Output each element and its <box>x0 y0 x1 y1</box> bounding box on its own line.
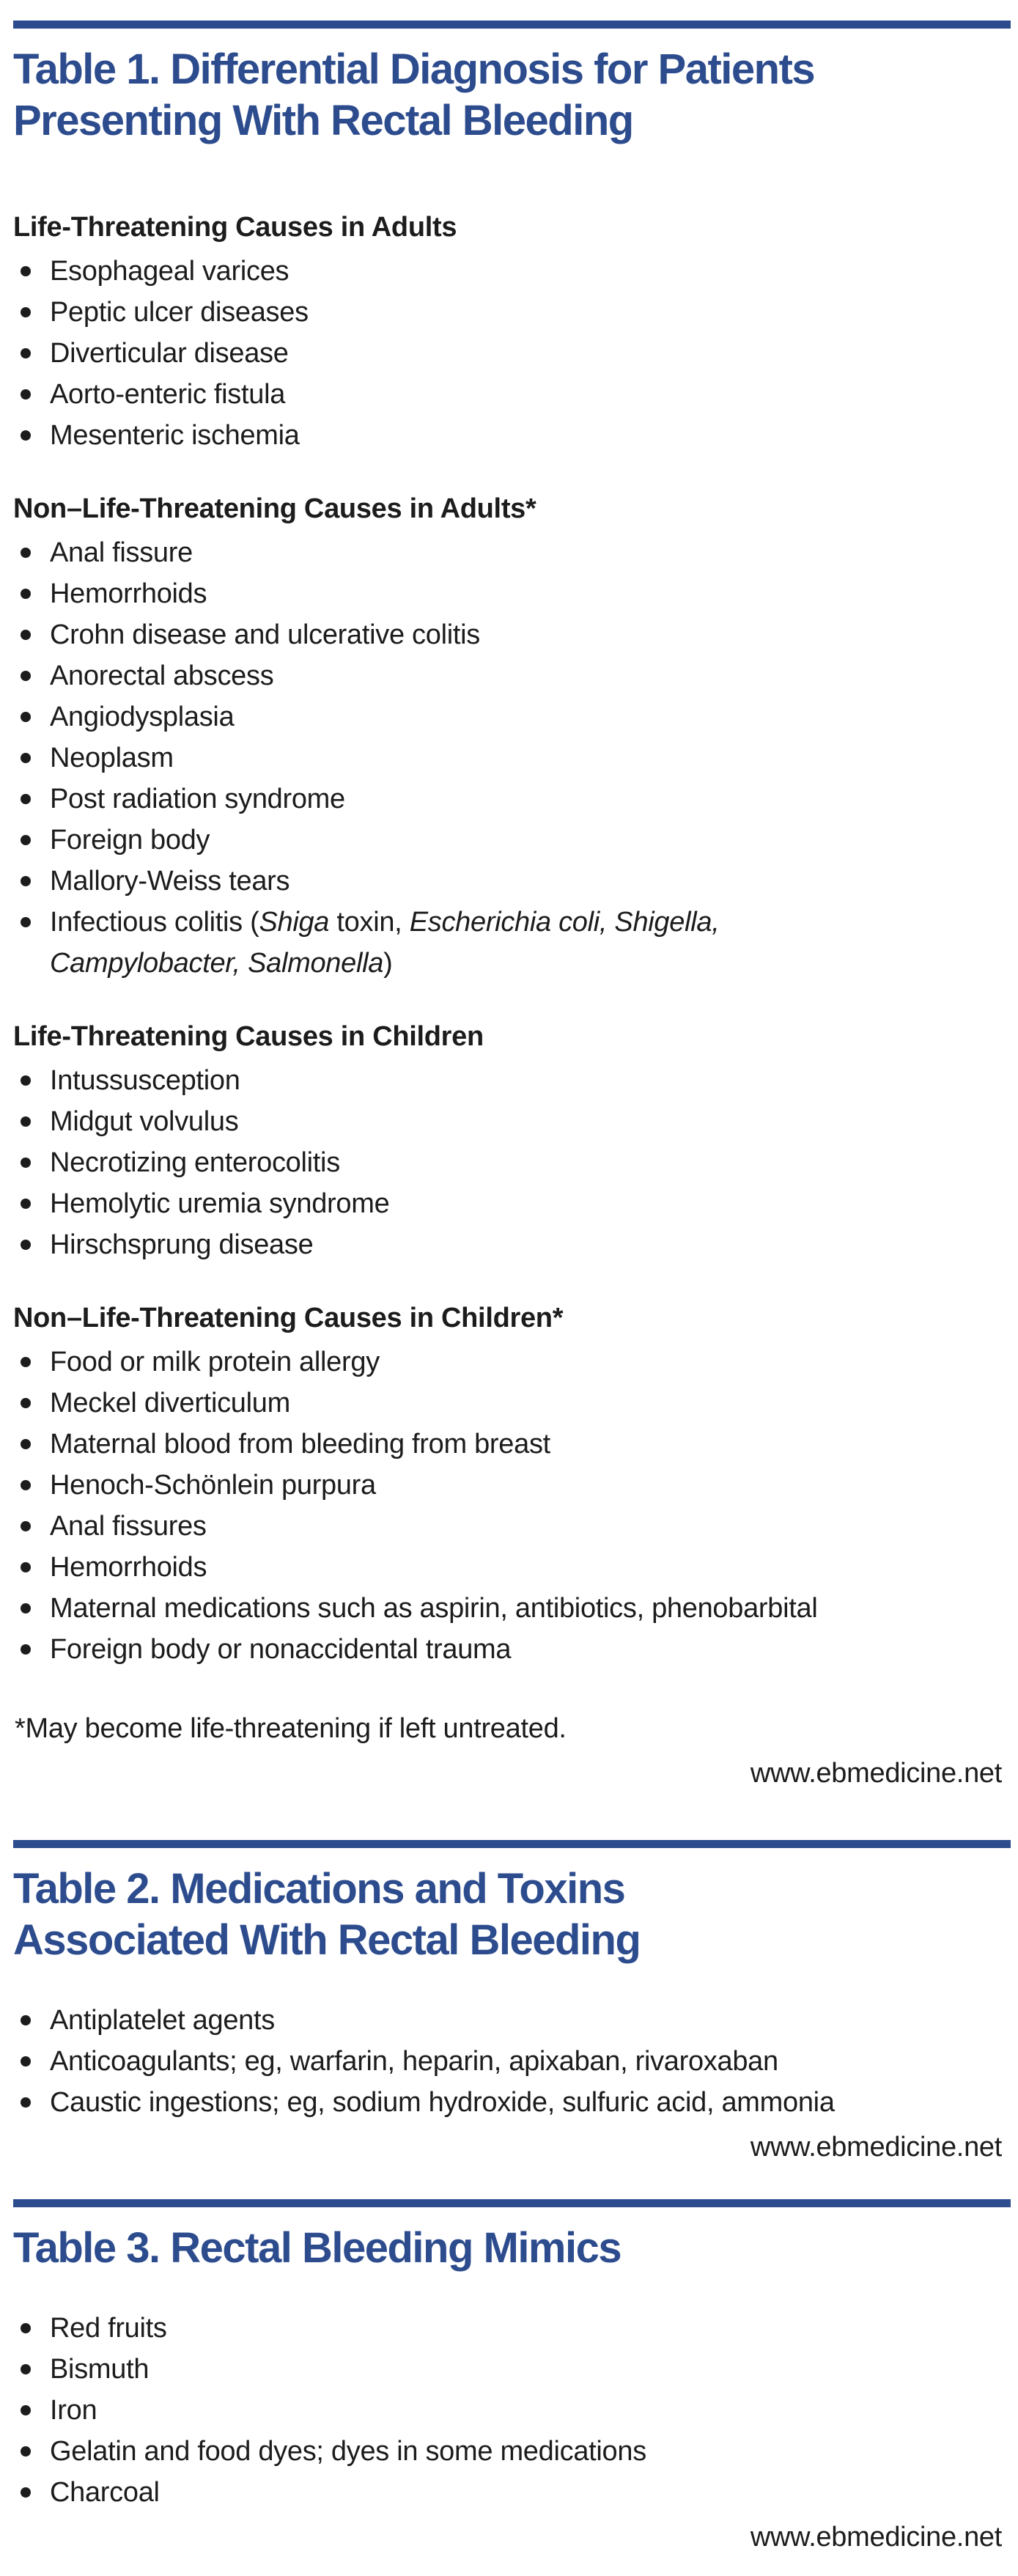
bullet-list <box>13 1342 1003 1670</box>
list-item <box>13 820 1003 861</box>
list-item <box>13 737 1003 779</box>
text-run: Bismuth <box>50 2354 150 2385</box>
divider-bar <box>13 1840 1011 1848</box>
section-header: Non–Life-Threatening Causes in Adults* <box>13 493 536 524</box>
site-url: www.ebmedicine.net <box>750 2522 1002 2553</box>
text-run: Gelatin and food dyes; dyes in some medications <box>50 2436 646 2467</box>
table-2 <box>0 1840 1018 2165</box>
italic-text: Escherichia coli, Shigella, <box>409 907 720 938</box>
list-item <box>13 2041 1003 2082</box>
list-item <box>13 2308 1003 2349</box>
list-item <box>13 2472 1003 2513</box>
text-run: Anorectal abscess <box>50 660 274 691</box>
page <box>0 21 1018 2555</box>
text-run: Maternal medications such as aspirin, antibiotics, phenobarbital <box>50 1593 818 1624</box>
divider-bar <box>13 2199 1011 2207</box>
text-run: Foreign body <box>50 825 210 855</box>
list-item <box>13 1506 1003 1547</box>
list-item <box>13 251 1003 292</box>
list-item <box>13 1588 1003 1629</box>
text-run: Mesenteric ischemia <box>50 420 300 451</box>
table-content <box>13 207 1003 1670</box>
list-item <box>13 861 1003 902</box>
text-run: Esophageal varices <box>50 256 289 287</box>
text-run: Hemorrhoids <box>50 578 207 609</box>
italic-text: Shiga <box>259 907 330 938</box>
text-run: Hemorrhoids <box>50 1552 207 1583</box>
bullet-list <box>13 532 1003 984</box>
text-run: Red fruits <box>50 2313 167 2344</box>
table-content <box>13 2308 1003 2513</box>
bullet-list <box>13 251 1003 456</box>
list-item <box>13 2000 1003 2041</box>
text-run: Necrotizing enterocolitis <box>50 1147 340 1178</box>
list-item <box>13 415 1003 456</box>
text-run: Diverticular disease <box>50 338 289 369</box>
text-run: Caustic ingestions; eg, sodium hydroxide, sulfuric acid, ammonia <box>50 2087 835 2118</box>
text-run: Food or milk protein allergy <box>50 1347 380 1377</box>
text-run: Infectious colitis ( <box>50 907 259 938</box>
bullet-list <box>13 2000 1003 2123</box>
text-run: Anticoagulants; eg, warfarin, heparin, apixaban, rivaroxaban <box>50 2046 778 2077</box>
list-item <box>13 1224 1003 1265</box>
list-item <box>13 2349 1003 2390</box>
list-item <box>13 1383 1003 1424</box>
text-run: Neoplasm <box>50 743 174 773</box>
text-run: Intussusception <box>50 1065 240 1096</box>
list-item <box>13 1101 1003 1142</box>
text-run: Meckel diverticulum <box>50 1388 290 1418</box>
text-run: Angiodysplasia <box>50 702 235 732</box>
bullet-list <box>13 1060 1003 1265</box>
footnote: *May become life-threatening if left untreated. <box>15 1713 567 1744</box>
list-item <box>13 1547 1003 1588</box>
list-item <box>13 614 1003 655</box>
table-1 <box>0 21 1018 1792</box>
text-run: Maternal blood from bleeding from breast <box>50 1429 550 1460</box>
list-item <box>13 1629 1003 1670</box>
text-run: Hirschsprung disease <box>50 1229 314 1260</box>
divider-bar <box>13 21 1011 29</box>
list-item <box>13 292 1003 333</box>
bullet-list <box>13 2308 1003 2513</box>
table-title: Table 3. Rectal Bleeding Mimics <box>13 2224 622 2272</box>
list-item <box>13 1060 1003 1101</box>
text-run: Charcoal <box>50 2477 160 2508</box>
text-run: Foreign body or nonaccidental trauma <box>50 1634 512 1665</box>
list-item <box>13 532 1003 573</box>
text-run: Hemolytic uremia syndrome <box>50 1188 390 1219</box>
list-item <box>13 1342 1003 1383</box>
list-item <box>13 1183 1003 1224</box>
italic-text: Campylobacter, Salmonella <box>50 948 384 979</box>
text-run: Henoch-Schönlein purpura <box>50 1470 376 1501</box>
table-content <box>13 2000 1003 2123</box>
list-item <box>13 902 1003 984</box>
text-run: Crohn disease and ulcerative colitis <box>50 619 480 650</box>
text-run: Peptic ulcer diseases <box>50 297 309 328</box>
text-run: Anal fissure <box>50 537 193 568</box>
table-title: Table 2. Medications and Toxins Associated With Rectal Bleeding <box>13 1865 641 1964</box>
text-run: Anal fissures <box>50 1511 207 1542</box>
list-item <box>13 696 1003 737</box>
table-title: Table 1. Differential Diagnosis for Patients Presenting With Rectal Bleeding <box>13 45 815 144</box>
text-run: Iron <box>50 2395 97 2426</box>
list-item <box>13 2431 1003 2472</box>
list-item <box>13 374 1003 415</box>
text-run: ) <box>383 948 393 979</box>
table-3 <box>0 2199 1018 2555</box>
text-run: toxin, <box>329 907 410 938</box>
text-run: Aorto-enteric fistula <box>50 379 286 410</box>
list-item <box>13 573 1003 614</box>
text-run: Midgut volvulus <box>50 1106 239 1137</box>
text-run: Mallory-Weiss tears <box>50 866 290 897</box>
list-item <box>13 655 1003 696</box>
list-item <box>13 779 1003 820</box>
list-item <box>13 2082 1003 2123</box>
list-item <box>13 1142 1003 1183</box>
section-header: Life-Threatening Causes in Children <box>13 1021 484 1052</box>
site-url: www.ebmedicine.net <box>750 2132 1002 2163</box>
section-header: Life-Threatening Causes in Adults <box>13 212 457 243</box>
list-item <box>13 1424 1003 1465</box>
text-run: Post radiation syndrome <box>50 784 345 814</box>
section-header: Non–Life-Threatening Causes in Children* <box>13 1303 564 1333</box>
list-item <box>13 333 1003 374</box>
list-item <box>13 2390 1003 2431</box>
site-url: www.ebmedicine.net <box>750 1758 1002 1789</box>
text-run: Antiplatelet agents <box>50 2005 275 2036</box>
list-item <box>13 1465 1003 1506</box>
